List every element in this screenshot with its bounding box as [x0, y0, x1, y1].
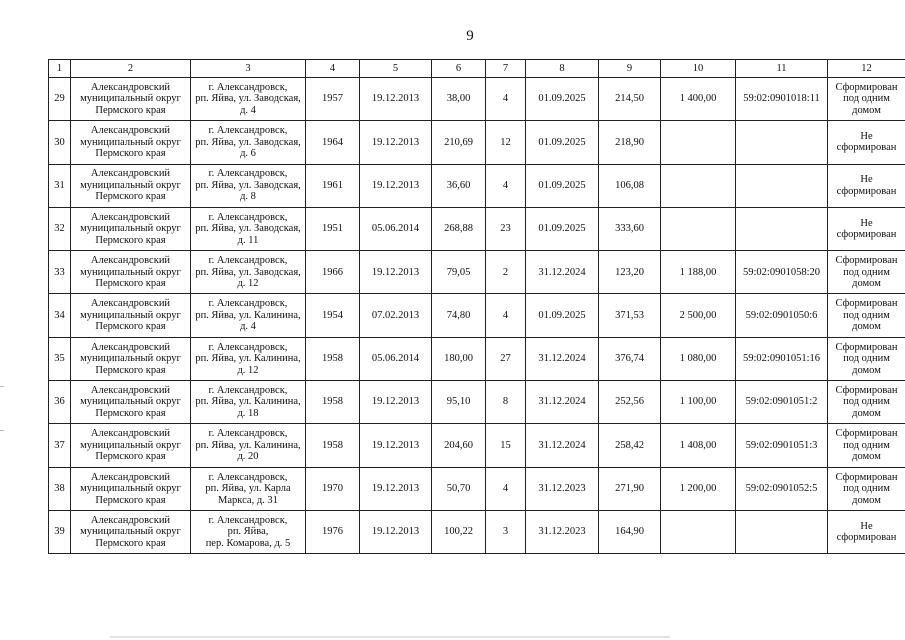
cell-line: Сформирован [835, 471, 898, 483]
plot-area-cell: 1 188,00 [661, 251, 736, 294]
page-number: 9 [466, 28, 474, 44]
cell-line: Пермского края [95, 407, 166, 419]
table-row [49, 207, 905, 250]
cell-line: рп. Яйва, ул. Заводская, [195, 179, 301, 191]
residents-cell: 27 [486, 337, 526, 380]
row-number-cell: 38 [49, 467, 71, 510]
year-built-cell: 1964 [306, 121, 360, 164]
column-header: 3 [191, 60, 306, 78]
year-built-cell: 1966 [306, 251, 360, 294]
plot-area-cell: 1 408,00 [661, 424, 736, 467]
cell-line: муниципальный округ [80, 93, 181, 105]
year-built-cell: 1970 [306, 467, 360, 510]
column-header: 6 [432, 60, 486, 78]
recognition-date-cell: 19.12.2013 [360, 510, 432, 553]
cell-line: рп. Яйва, ул. Калинина, [195, 309, 301, 321]
municipality-cell [71, 510, 191, 553]
cell-line: муниципальный округ [80, 483, 181, 495]
cell-line: домом [852, 364, 881, 376]
cell-line: муниципальный округ [80, 526, 181, 538]
cell-line: г. Александровск, [208, 211, 288, 223]
land-area-cell: 106,08 [599, 164, 661, 207]
plot-status-cell [828, 467, 905, 510]
year-built-cell: 1961 [306, 164, 360, 207]
address-cell [191, 207, 306, 250]
recognition-date-cell: 07.02.2013 [360, 294, 432, 337]
cell-line: Не [860, 520, 873, 532]
cell-line: Александровский [90, 471, 171, 483]
cell-line: Сформирован [835, 384, 898, 396]
area-cell: 100,22 [432, 510, 486, 553]
cell-line: г. Александровск, [208, 341, 288, 353]
land-area-cell: 333,60 [599, 207, 661, 250]
cell-line: рп. Яйва, ул. Калинина, [195, 396, 301, 408]
cadastral-number-cell: 59:02:0901051:2 [736, 381, 828, 424]
residents-cell: 4 [486, 294, 526, 337]
year-built-cell: 1958 [306, 337, 360, 380]
table-body [49, 78, 905, 554]
cell-line: г. Александровск, [208, 125, 288, 137]
cell-line: рп. Яйва, ул. Карла [205, 483, 291, 495]
table-row [49, 164, 905, 207]
row-number-cell: 30 [49, 121, 71, 164]
address-cell [191, 121, 306, 164]
resettlement-date-cell: 31.12.2024 [526, 337, 599, 380]
column-header: 8 [526, 60, 599, 78]
year-built-cell: 1954 [306, 294, 360, 337]
municipality-cell [71, 121, 191, 164]
land-area-cell: 218,90 [599, 121, 661, 164]
residents-cell: 2 [486, 251, 526, 294]
cell-line: муниципальный округ [80, 266, 181, 278]
cell-line: г. Александровск, [208, 168, 288, 180]
cell-line: рп. Яйва, ул. Заводская, [195, 93, 301, 105]
municipality-cell [71, 337, 191, 380]
cell-line: Не [860, 217, 873, 229]
table-row [49, 510, 905, 553]
cell-line: Пермского края [95, 321, 166, 333]
column-header: 12 [828, 60, 905, 78]
municipality-cell [71, 207, 191, 250]
table-row [49, 78, 905, 121]
resettlement-date-cell: 01.09.2025 [526, 121, 599, 164]
municipality-cell [71, 164, 191, 207]
margin-tick [0, 430, 4, 431]
area-cell: 210,69 [432, 121, 486, 164]
cadastral-number-cell [736, 207, 828, 250]
area-cell: 79,05 [432, 251, 486, 294]
cell-line: Маркса, д. 31 [218, 494, 278, 506]
recognition-date-cell: 19.12.2013 [360, 164, 432, 207]
municipality-cell [71, 467, 191, 510]
plot-area-cell [661, 164, 736, 207]
column-header: 10 [661, 60, 736, 78]
plot-status-cell [828, 294, 905, 337]
housing-registry-table [48, 59, 905, 554]
cell-line: рп. Яйва, ул. Заводская, [195, 266, 301, 278]
plot-status-cell [828, 381, 905, 424]
land-area-cell: 376,74 [599, 337, 661, 380]
cell-line: Пермского края [95, 537, 166, 549]
cell-line: г. Александровск, [208, 514, 288, 526]
recognition-date-cell: 05.06.2014 [360, 207, 432, 250]
address-cell [191, 424, 306, 467]
cell-line: рп. Яйва, ул. Калинина, [195, 353, 301, 365]
land-area-cell: 123,20 [599, 251, 661, 294]
column-header: 2 [71, 60, 191, 78]
municipality-cell [71, 78, 191, 121]
cell-line: Сформирован [835, 428, 898, 440]
cell-line: Пермского края [95, 364, 166, 376]
cadastral-number-cell [736, 121, 828, 164]
address-cell [191, 510, 306, 553]
area-cell: 95,10 [432, 381, 486, 424]
cell-line: г. Александровск, [208, 298, 288, 310]
cell-line: под одним [843, 309, 890, 321]
area-cell: 36,60 [432, 164, 486, 207]
plot-status-cell [828, 510, 905, 553]
row-number-cell: 31 [49, 164, 71, 207]
table-row [49, 337, 905, 380]
scan-edge [110, 636, 670, 638]
municipality-cell [71, 294, 191, 337]
cadastral-number-cell: 59:02:0901058:20 [736, 251, 828, 294]
plot-status-cell [828, 337, 905, 380]
year-built-cell: 1958 [306, 424, 360, 467]
plot-area-cell: 1 400,00 [661, 78, 736, 121]
area-cell: 38,00 [432, 78, 486, 121]
cell-line: Александровский [90, 428, 171, 440]
address-cell [191, 164, 306, 207]
cell-line: Сформирован [835, 81, 898, 93]
cell-line: Пермского края [95, 234, 166, 246]
recognition-date-cell: 19.12.2013 [360, 381, 432, 424]
municipality-cell [71, 424, 191, 467]
cell-line: д. 18 [237, 407, 259, 419]
year-built-cell: 1976 [306, 510, 360, 553]
cadastral-number-cell: 59:02:0901051:16 [736, 337, 828, 380]
cell-line: Пермского края [95, 494, 166, 506]
cell-line: Александровский [90, 125, 171, 137]
plot-status-cell [828, 121, 905, 164]
table-row [49, 467, 905, 510]
residents-cell: 4 [486, 78, 526, 121]
cell-line: домом [852, 104, 881, 116]
cell-line: домом [852, 451, 881, 463]
table-row [49, 424, 905, 467]
recognition-date-cell: 19.12.2013 [360, 251, 432, 294]
row-number-cell: 39 [49, 510, 71, 553]
cell-line: сформирован [836, 532, 897, 544]
cell-line: г. Александровск, [208, 255, 288, 267]
table-row [49, 251, 905, 294]
cell-line: д. 6 [240, 148, 256, 160]
recognition-date-cell: 05.06.2014 [360, 337, 432, 380]
resettlement-date-cell: 01.09.2025 [526, 294, 599, 337]
cadastral-number-cell [736, 510, 828, 553]
cell-line: д. 4 [240, 321, 256, 333]
cell-line: д. 12 [237, 364, 259, 376]
plot-area-cell: 1 200,00 [661, 467, 736, 510]
resettlement-date-cell: 31.12.2024 [526, 251, 599, 294]
cell-line: рп. Яйва, ул. Заводская, [195, 223, 301, 235]
year-built-cell: 1958 [306, 381, 360, 424]
year-built-cell: 1957 [306, 78, 360, 121]
row-number-cell: 33 [49, 251, 71, 294]
cell-line: под одним [843, 396, 890, 408]
land-area-cell: 252,56 [599, 381, 661, 424]
cell-line: домом [852, 494, 881, 506]
cell-line: д. 11 [237, 234, 259, 246]
plot-area-cell: 2 500,00 [661, 294, 736, 337]
municipality-cell [71, 381, 191, 424]
cell-line: под одним [843, 353, 890, 365]
cell-line: домом [852, 407, 881, 419]
cell-line: под одним [843, 439, 890, 451]
cell-line: муниципальный округ [80, 439, 181, 451]
plot-area-cell: 1 080,00 [661, 337, 736, 380]
cell-line: Не [860, 130, 873, 142]
cell-line: муниципальный округ [80, 309, 181, 321]
column-header: 7 [486, 60, 526, 78]
plot-status-cell [828, 78, 905, 121]
plot-area-cell [661, 121, 736, 164]
area-cell: 180,00 [432, 337, 486, 380]
cell-line: д. 12 [237, 278, 259, 290]
resettlement-date-cell: 31.12.2024 [526, 381, 599, 424]
cell-line: г. Александровск, [208, 384, 288, 396]
residents-cell: 23 [486, 207, 526, 250]
resettlement-date-cell: 31.12.2023 [526, 510, 599, 553]
cell-line: муниципальный округ [80, 396, 181, 408]
cell-line: Александровский [90, 514, 171, 526]
row-number-cell: 32 [49, 207, 71, 250]
cell-line: Сформирован [835, 298, 898, 310]
margin-tick [0, 386, 4, 387]
resettlement-date-cell: 01.09.2025 [526, 164, 599, 207]
plot-status-cell [828, 164, 905, 207]
cell-line: домом [852, 321, 881, 333]
table-row [49, 121, 905, 164]
cell-line: муниципальный округ [80, 136, 181, 148]
cell-line: домом [852, 278, 881, 290]
cell-line: Александровский [90, 341, 171, 353]
row-number-cell: 37 [49, 424, 71, 467]
resettlement-date-cell: 01.09.2025 [526, 207, 599, 250]
cell-line: д. 20 [237, 451, 259, 463]
cadastral-number-cell: 59:02:0901050:6 [736, 294, 828, 337]
cell-line: Пермского края [95, 148, 166, 160]
cell-line: муниципальный округ [80, 179, 181, 191]
table-row [49, 381, 905, 424]
row-number-cell: 34 [49, 294, 71, 337]
year-built-cell: 1951 [306, 207, 360, 250]
land-area-cell: 164,90 [599, 510, 661, 553]
plot-area-cell: 1 100,00 [661, 381, 736, 424]
cell-line: сформирован [836, 185, 897, 197]
cell-line: Сформирован [835, 341, 898, 353]
land-area-cell: 271,90 [599, 467, 661, 510]
plot-status-cell [828, 251, 905, 294]
residents-cell: 8 [486, 381, 526, 424]
cell-line: муниципальный округ [80, 353, 181, 365]
row-number-cell: 36 [49, 381, 71, 424]
land-area-cell: 214,50 [599, 78, 661, 121]
cell-line: Пермского края [95, 451, 166, 463]
cell-line: Не [860, 174, 873, 186]
column-header: 9 [599, 60, 661, 78]
recognition-date-cell: 19.12.2013 [360, 467, 432, 510]
row-number-cell: 29 [49, 78, 71, 121]
cell-line: рп. Яйва, [227, 526, 269, 538]
area-cell: 268,88 [432, 207, 486, 250]
cell-line: г. Александровск, [208, 428, 288, 440]
cell-line: сформирован [836, 229, 897, 241]
cell-line: сформирован [836, 142, 897, 154]
cell-line: под одним [843, 93, 890, 105]
plot-status-cell [828, 207, 905, 250]
residents-cell: 4 [486, 164, 526, 207]
cell-line: пер. Комарова, д. 5 [205, 537, 291, 549]
address-cell [191, 337, 306, 380]
recognition-date-cell: 19.12.2013 [360, 121, 432, 164]
area-cell: 50,70 [432, 467, 486, 510]
cell-line: Александровский [90, 81, 171, 93]
table-header-row [49, 60, 905, 78]
table-row [49, 294, 905, 337]
residents-cell: 3 [486, 510, 526, 553]
cell-line: под одним [843, 483, 890, 495]
recognition-date-cell: 19.12.2013 [360, 78, 432, 121]
cell-line: рп. Яйва, ул. Заводская, [195, 136, 301, 148]
cell-line: д. 8 [240, 191, 256, 203]
land-area-cell: 258,42 [599, 424, 661, 467]
cell-line: Александровский [90, 168, 171, 180]
cadastral-number-cell: 59:02:0901052:5 [736, 467, 828, 510]
address-cell [191, 467, 306, 510]
resettlement-date-cell: 31.12.2023 [526, 467, 599, 510]
cell-line: Пермского края [95, 191, 166, 203]
column-header: 1 [49, 60, 71, 78]
cell-line: Александровский [90, 384, 171, 396]
column-header: 11 [736, 60, 828, 78]
cell-line: Александровский [90, 298, 171, 310]
area-cell: 204,60 [432, 424, 486, 467]
area-cell: 74,80 [432, 294, 486, 337]
plot-area-cell [661, 207, 736, 250]
cell-line: муниципальный округ [80, 223, 181, 235]
address-cell [191, 381, 306, 424]
residents-cell: 4 [486, 467, 526, 510]
plot-area-cell [661, 510, 736, 553]
cell-line: Александровский [90, 255, 171, 267]
cell-line: г. Александровск, [208, 81, 288, 93]
address-cell [191, 78, 306, 121]
resettlement-date-cell: 31.12.2024 [526, 424, 599, 467]
cell-line: Александровский [90, 211, 171, 223]
land-area-cell: 371,53 [599, 294, 661, 337]
cell-line: д. 4 [240, 104, 256, 116]
address-cell [191, 294, 306, 337]
column-header: 5 [360, 60, 432, 78]
address-cell [191, 251, 306, 294]
municipality-cell [71, 251, 191, 294]
cadastral-number-cell [736, 164, 828, 207]
residents-cell: 15 [486, 424, 526, 467]
cell-line: под одним [843, 266, 890, 278]
cell-line: Пермского края [95, 278, 166, 290]
resettlement-date-cell: 01.09.2025 [526, 78, 599, 121]
plot-status-cell [828, 424, 905, 467]
cell-line: Сформирован [835, 255, 898, 267]
row-number-cell: 35 [49, 337, 71, 380]
recognition-date-cell: 19.12.2013 [360, 424, 432, 467]
column-header: 4 [306, 60, 360, 78]
cadastral-number-cell: 59:02:0901051:3 [736, 424, 828, 467]
cell-line: Пермского края [95, 104, 166, 116]
residents-cell: 12 [486, 121, 526, 164]
cell-line: г. Александровск, [208, 471, 288, 483]
cell-line: рп. Яйва, ул. Калинина, [195, 439, 301, 451]
cadastral-number-cell: 59:02:0901018:11 [736, 78, 828, 121]
